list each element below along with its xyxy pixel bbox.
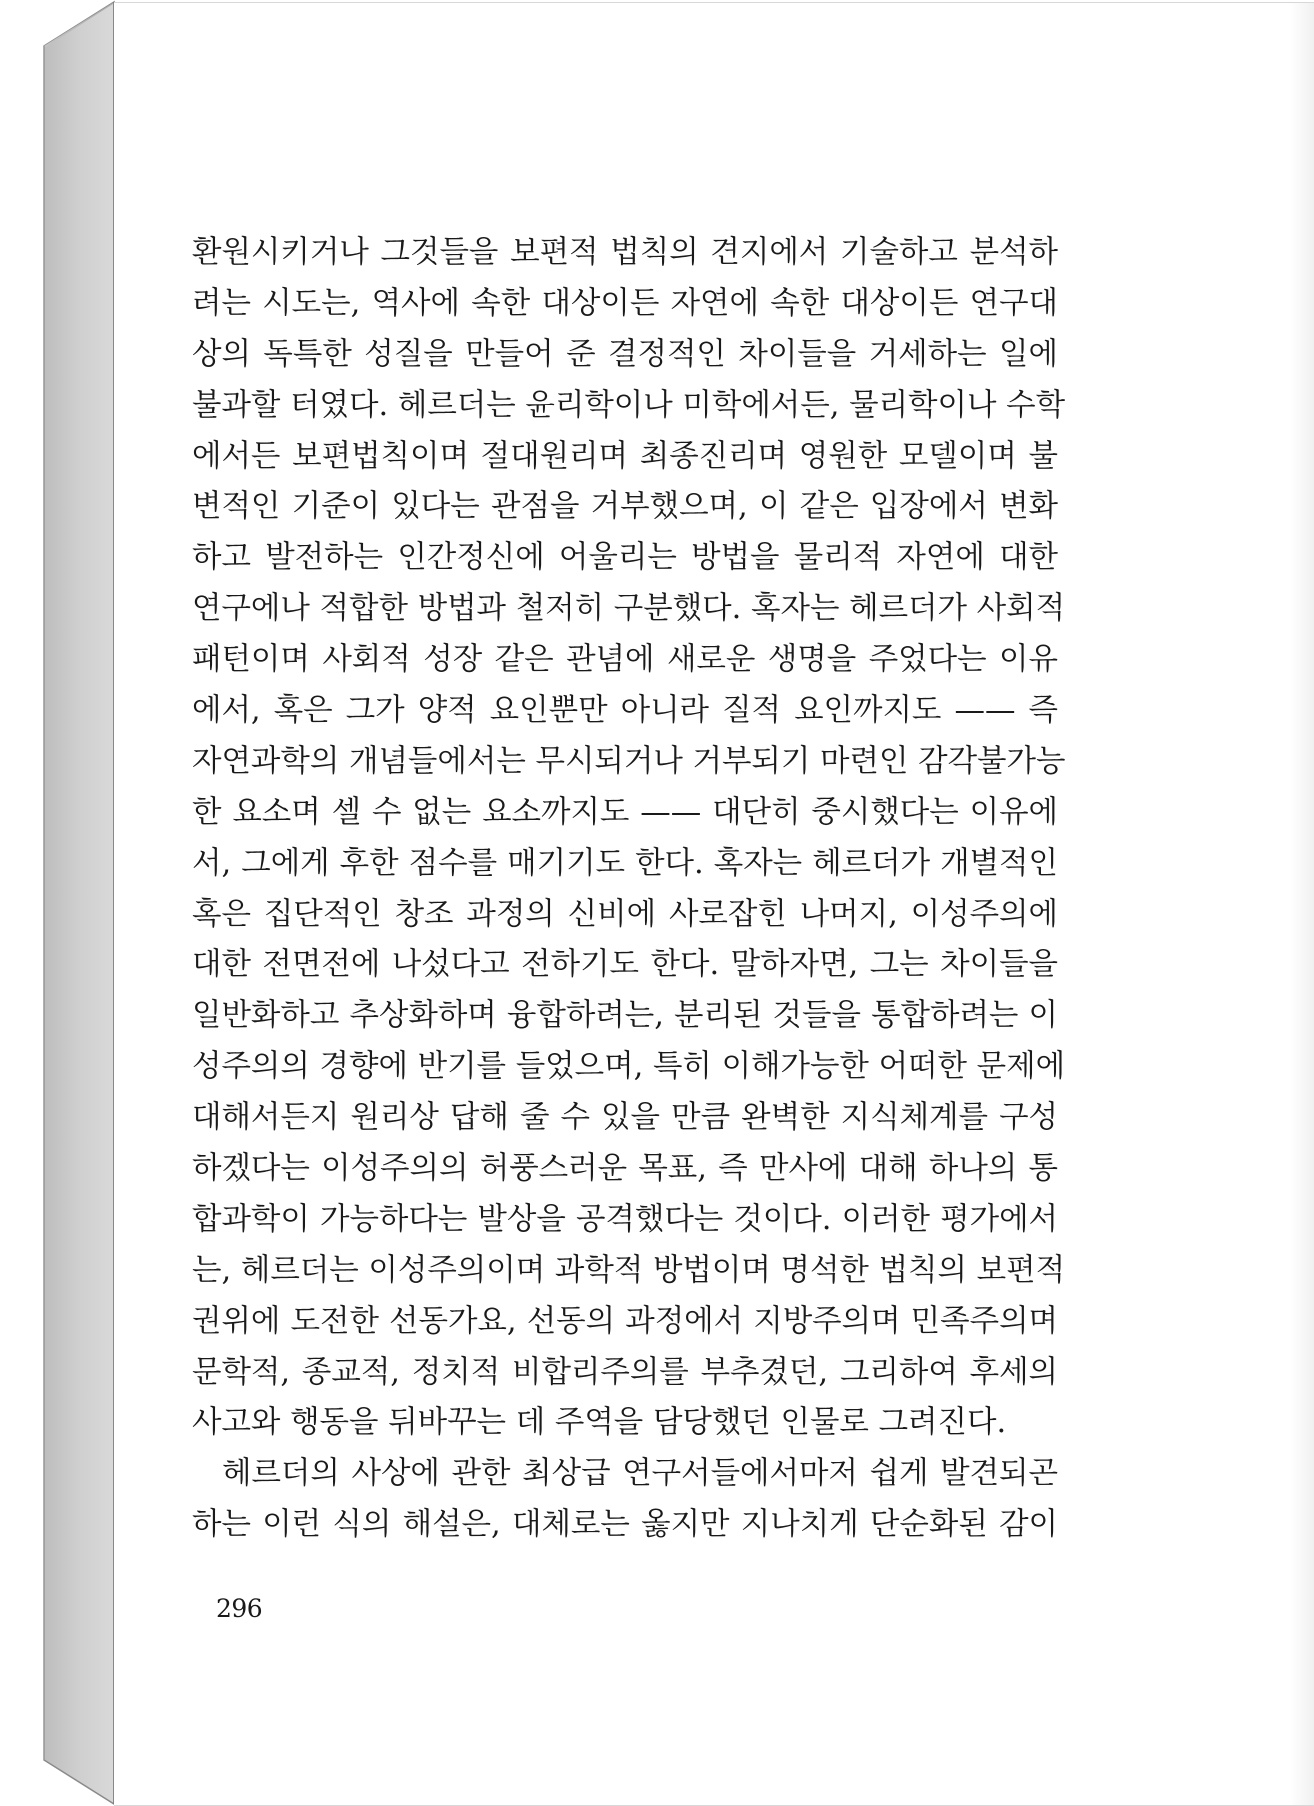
text-line-paragraph-start: 헤르더의 사상에 관한 최상급 연구서들에서마저 쉽게 발견되곤 (222, 1456, 1058, 1492)
text-line: 자연과학의 개념들에서는 무시되거나 거부되기 마련인 감각불가능 (192, 743, 1066, 779)
text-line: 대해서든지 원리상 답해 줄 수 있을 만큼 완벽한 지식체계를 구성 (192, 1100, 1058, 1136)
text-line: 혹은 집단적인 창조 과정의 신비에 사로잡힌 나머지, 이성주의에 (192, 896, 1058, 932)
text-line: 불과할 터였다. 헤르더는 윤리학이나 미학에서든, 물리학이나 수학 (192, 387, 1066, 423)
text-line: 연구에나 적합한 방법과 철저히 구분했다. 혹자는 헤르더가 사회적 (192, 591, 1066, 627)
text-line: 하겠다는 이성주의의 허풍스러운 목표, 즉 만사에 대해 하나의 통 (192, 1151, 1058, 1187)
text-line: 한 요소며 셀 수 없는 요소까지도 —— 대단히 중시했다는 이유에 (192, 794, 1058, 830)
text-line: 패턴이며 사회적 성장 같은 관념에 새로운 생명을 주었다는 이유 (192, 642, 1058, 678)
text-line: 는, 헤르더는 이성주의이며 과학적 방법이며 명석한 법칙의 보편적 (192, 1252, 1066, 1288)
text-line: 문학적, 종교적, 정치적 비합리주의를 부추겼던, 그리하여 후세의 (192, 1354, 1058, 1390)
text-line: 합과학이 가능하다는 발상을 공격했다는 것이다. 이러한 평가에서 (192, 1201, 1058, 1237)
text-line: 일반화하고 추상화하며 융합하려는, 분리된 것들을 통합하려는 이 (192, 998, 1058, 1034)
text-line: 환원시키거나 그것들을 보편적 법칙의 견지에서 기술하고 분석하 (192, 235, 1058, 270)
page-number: 296 (216, 1594, 263, 1623)
text-line: 하는 이런 식의 해설은, 대체로는 옳지만 지나치게 단순화된 감이 (192, 1507, 1058, 1543)
text-line: 권위에 도전한 선동가요, 선동의 과정에서 지방주의며 민족주의며 (192, 1303, 1058, 1339)
text-line: 성주의의 경향에 반기를 들었으며, 특히 이해가능한 어떠한 문제에 (192, 1049, 1066, 1085)
text-line: 상의 독특한 성질을 만들어 준 결정적인 차이들을 거세하는 일에 (192, 336, 1058, 372)
text-line: 려는 시도는, 역사에 속한 대상이든 자연에 속한 대상이든 연구대 (192, 285, 1058, 321)
text-line: 서, 그에게 후한 점수를 매기기도 한다. 혹자는 헤르더가 개별적인 (192, 845, 1058, 881)
text-line: 변적인 기준이 있다는 관점을 거부했으며, 이 같은 입장에서 변화 (192, 489, 1058, 525)
text-line: 하고 발전하는 인간정신에 어울리는 방법을 물리적 자연에 대한 (192, 540, 1058, 576)
text-line: 사고와 행동을 뒤바꾸는 데 주역을 담당했던 인물로 그려진다. (192, 1405, 1007, 1441)
page-edge-shadow (1290, 3, 1314, 1805)
text-line: 대한 전면전에 나섰다고 전하기도 한다. 말하자면, 그는 차이들을 (192, 947, 1058, 983)
text-line: 에서든 보편법칙이며 절대원리며 최종진리며 영원한 모델이며 불 (192, 438, 1058, 474)
text-line: 에서, 혹은 그가 양적 요인뿐만 아니라 질적 요인까지도 —— 즉 (192, 693, 1058, 729)
body-text (192, 228, 1066, 1551)
